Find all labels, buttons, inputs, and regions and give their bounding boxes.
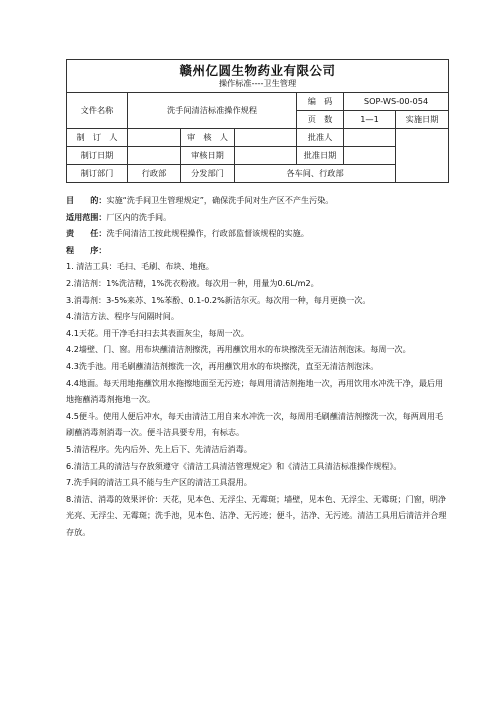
responsibility-line: [66, 225, 448, 242]
approve-date-value: [344, 147, 396, 165]
procedure-item: 4.清洁方法、程序与间隔时间。: [66, 311, 179, 322]
procedure-item: 1. 清洁工具：毛扫、毛刷、布块、地拖。: [66, 261, 214, 272]
draft-date-value: [128, 147, 181, 165]
review-date-label: 审核日期: [181, 147, 235, 165]
effective-date-label: 实施日期: [396, 111, 449, 129]
procedure-item: 7.洗手间的清洁工具不能与生产区的清洁工具混用。: [66, 477, 252, 488]
purpose-text: 实施“洗手间卫生管理规定”，确保洗手间对生产区不产生污染。: [106, 195, 334, 205]
scope-label: 适用范围：: [66, 211, 107, 222]
drafter-label: 制 订 人: [67, 129, 128, 147]
review-date-value: [235, 147, 297, 165]
procedure-item: 3.消毒剂：3-5%来苏、1%苯酚、0.1-0.2%新洁尔灭。每次用一种，每月更换一次。: [66, 294, 371, 305]
dept-label: 制订部门: [67, 165, 128, 183]
responsibility-text: 洗手间清洁工按此规程操作，行政部监督该规程的实施。: [106, 228, 309, 239]
doc-code: SOP-WS-00-054: [344, 93, 449, 111]
procedure-heading: [66, 242, 448, 259]
company-name: 赣州亿圆生物药业有限公司: [179, 62, 336, 78]
pages-value: 1—1: [344, 111, 396, 129]
purpose-label: 目 的：: [66, 195, 107, 205]
dist-value: 各车间、行政部: [235, 165, 396, 183]
procedure-item: 4.4地面。每天用地拖蘸饮用水拖擦地面至无污迹；每周用清洁剂拖地一次，再用饮用水冲洗干净，最后用地拖蘸消毒剂拖地一次。: [66, 377, 444, 405]
procedure-item: 4.2墙壁、门、窗。用布块蘸清洁剂擦洗，再用蘸饮用水的布块擦洗至无清洁剂泡沫。每周一次。: [66, 344, 411, 355]
responsibility-label: 责 任：: [66, 228, 107, 239]
procedure-item: 2.清洁剂：1%洗洁精，1%洗衣粉液。每次用一种，用量为0.6L/m2。: [66, 277, 319, 288]
approver-label: 批准人: [297, 129, 344, 147]
procedure-item: 5.清洁程序。先内后外、先上后下、先清洁后消毒。: [66, 443, 252, 454]
reviewer-value: [235, 129, 297, 147]
draft-date-label: 制订日期: [67, 147, 128, 165]
approve-date-label: 批准日期: [297, 147, 344, 165]
dist-label: 分发部门: [181, 165, 235, 183]
procedure-item: 4.1天花。用干净毛扫扫去其表面灰尘，每周一次。: [66, 327, 249, 338]
procedure-item: 4.3洗手池。用毛刷蘸清洁剂擦洗一次，再用蘸饮用水的布块擦洗，直至无清洁剂泡沫。: [66, 360, 379, 371]
procedure-item: 6.清洁工具的清洁与存放须遵守《清洁工具清洁管理规定》和《清洁工具清洁标准操作规程》。: [66, 460, 402, 471]
approver-value: [344, 129, 396, 147]
scope-line: [66, 209, 448, 226]
effective-date-value: [396, 129, 449, 183]
doc-name-label: 文件名称: [67, 93, 128, 129]
procedure-label: 程 序：: [66, 244, 107, 255]
drafter-value: [128, 129, 181, 147]
dept-value: 行政部: [128, 165, 181, 183]
reviewer-label: 审 核 人: [181, 129, 235, 147]
code-label: 编 码: [297, 93, 344, 111]
purpose-line: [66, 192, 448, 209]
title-cell: [67, 60, 449, 93]
document-body: [66, 192, 448, 540]
standard-name: 操作标准----卫生管理: [218, 77, 297, 88]
header-table: [66, 59, 449, 183]
procedure-item: 8.清洁、消毒的效果评价：天花，见本色、无浮尘、无霉斑；墙壁，见本色、无浮尘、无霉斑；门窗，明净光亮、无浮尘、无霉斑；洗手池，见本色、洁净、无污迹；便斗，洁净、无污迹。清洁工具用后清洁并合理存放。: [66, 493, 447, 537]
doc-name: 洗手间清洁标准操作规程: [128, 93, 297, 129]
procedure-item: 4.5便斗。使用人便后冲水，每天由清洁工用自来水冲洗一次，每周用毛刷蘸清洁剂擦洗一次，每两周用毛刷蘸消毒剂消毒一次。便斗洁具要专用，有标志。: [66, 410, 444, 438]
pages-label: 页 数: [297, 111, 344, 129]
scope-text: 厂区内的洗手间。: [106, 211, 172, 222]
